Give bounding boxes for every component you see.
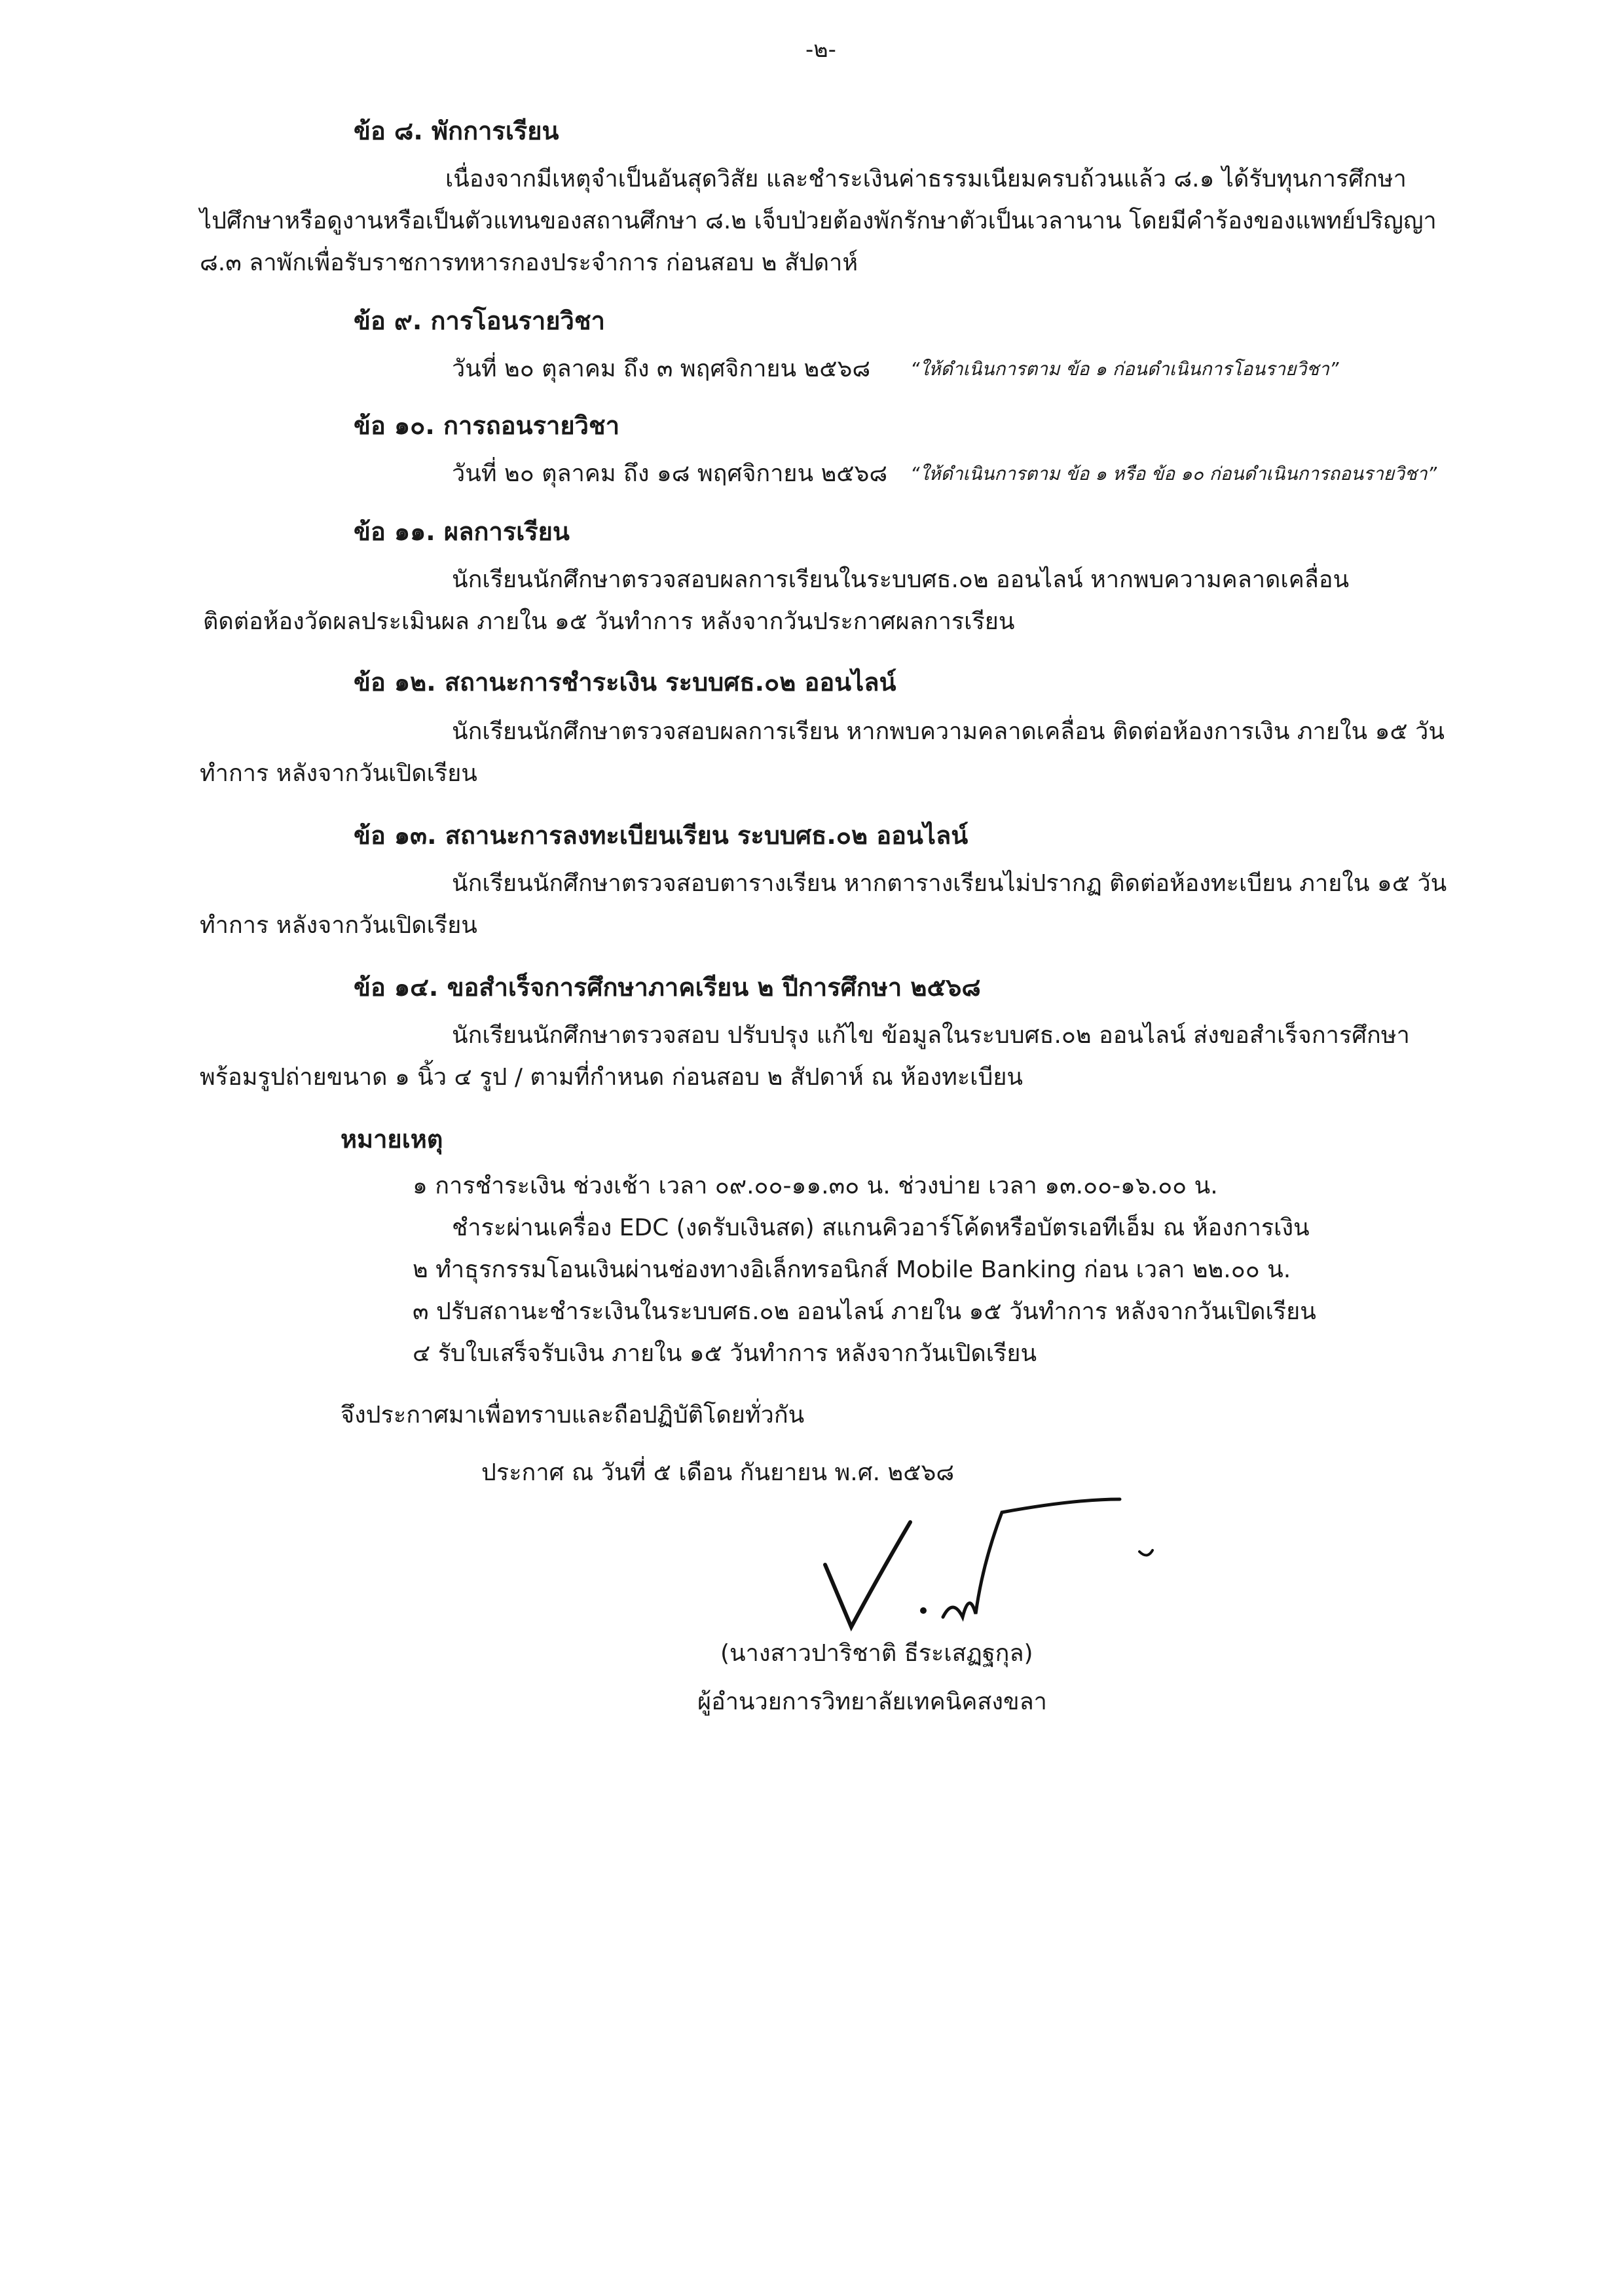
section-8-line-2: ไปศึกษาหรือดูงานหรือเป็นตัวแทนของสถานศึกษา ๘.๒ เจ็บป่วยต้องพักรักษาตัวเป็นเวลานาน โดยมีคำร้องของแพทย์ปริญญา — [200, 208, 1437, 234]
section-12-heading: ข้อ ๑๒. สถานะการชำระเงิน ระบบศธ.๐๒ ออนไลน์ — [354, 668, 896, 697]
section-11-line-2: ติดต่อห้องวัดผลประเมินผล ภายใน ๑๕ วันทำการ หลังจากวันประกาศผลการเรียน — [203, 608, 1015, 635]
signature-stroke — [1139, 1550, 1153, 1556]
signature-stroke — [825, 1522, 910, 1627]
section-10-note: “ให้ดำเนินการตาม ข้อ ๑ หรือ ข้อ ๑๐ ก่อนดำเนินการถอนรายวิชา” — [910, 463, 1437, 484]
announcement-date: ประกาศ ณ วันที่ ๕ เดือน กันยายน พ.ศ. ๒๕๖๘ — [481, 1459, 955, 1486]
section-9-heading: ข้อ ๙. การโอนรายวิชา — [354, 306, 605, 335]
section-9-note: “ให้ดำเนินการตาม ข้อ ๑ ก่อนดำเนินการโอนรายวิชา” — [910, 358, 1339, 380]
remarks-item-3: ๓ ปรับสถานะชำระเงินในระบบศธ.๐๒ ออนไลน์ ภายใน ๑๕ วันทำการ หลังจากวันเปิดเรียน — [413, 1298, 1316, 1325]
section-9-date: วันที่ ๒๐ ตุลาคม ถึง ๓ พฤศจิกายน ๒๕๖๘ — [452, 355, 871, 382]
section-12-line-2: ทำการ หลังจากวันเปิดเรียน — [200, 760, 477, 787]
page-number: -๒- — [805, 37, 836, 63]
section-11-line-1: นักเรียนนักศึกษาตรวจสอบผลการเรียนในระบบศธ.๐๒ ออนไลน์ หากพบความคลาดเคลื่อน — [452, 566, 1350, 593]
section-10-heading: ข้อ ๑๐. การถอนรายวิชา — [354, 411, 620, 440]
section-10-date: วันที่ ๒๐ ตุลาคม ถึง ๑๘ พฤศจิกายน ๒๕๖๘ — [452, 460, 888, 487]
signature-stroke — [943, 1499, 1120, 1617]
signer-title: ผู้อำนวยการวิทยาลัยเทคนิคสงขลา — [697, 1688, 1047, 1715]
section-13-heading: ข้อ ๑๓. สถานะการลงทะเบียนเรียน ระบบศธ.๐๒ ออนไลน์ — [354, 821, 969, 850]
section-14-heading: ข้อ ๑๔. ขอสำเร็จการศึกษาภาคเรียน ๒ ปีการศึกษา ๒๕๖๘ — [354, 973, 981, 1002]
remarks-item-2: ๒ ทำธุรกรรมโอนเงินผ่านช่องทางอิเล็กทรอนิกส์ Mobile Banking ก่อน เวลา ๒๒.๐๐ น. — [413, 1256, 1291, 1283]
remarks-item-4: ๔ รับใบเสร็จรับเงิน ภายใน ๑๕ วันทำการ หลังจากวันเปิดเรียน — [413, 1340, 1037, 1367]
section-13-line-1: นักเรียนนักศึกษาตรวจสอบตารางเรียน หากตารางเรียนไม่ปรากฏ ติดต่อห้องทะเบียน ภายใน ๑๕ วัน — [452, 870, 1447, 897]
remarks-item-1: ๑ การชำระเงิน ช่วงเช้า เวลา ๐๙.๐๐-๑๑.๓๐ น. ช่วงบ่าย เวลา ๑๓.๐๐-๑๖.๐๐ น. — [413, 1173, 1218, 1199]
remarks-heading: หมายเหตุ — [341, 1125, 443, 1154]
section-11-heading: ข้อ ๑๑. ผลการเรียน — [354, 517, 570, 546]
section-14-line-2: พร้อมรูปถ่ายขนาด ๑ นิ้ว ๔ รูป / ตามที่กำหนด ก่อนสอบ ๒ สัปดาห์ ณ ห้องทะเบียน — [200, 1064, 1024, 1091]
section-8-line-1: เนื่องจากมีเหตุจำเป็นอันสุดวิสัย และชำระเงินค่าธรรมเนียมครบถ้วนแล้ว ๘.๑ ได้รับทุนการศึกษา — [445, 166, 1407, 192]
section-13-line-2: ทำการ หลังจากวันเปิดเรียน — [200, 912, 477, 939]
section-8-heading: ข้อ ๘. พักการเรียน — [354, 117, 559, 145]
signer-name: (นางสาวปาริชาติ ธีระเสฏฐกุล) — [720, 1640, 1033, 1667]
section-14-line-1: นักเรียนนักศึกษาตรวจสอบ ปรับปรุง แก้ไข ข้อมูลในระบบศธ.๐๒ ออนไลน์ ส่งขอสำเร็จการศึกษา — [452, 1022, 1410, 1049]
section-12-line-1: นักเรียนนักศึกษาตรวจสอบผลการเรียน หากพบความคลาดเคลื่อน ติดต่อห้องการเงิน ภายใน ๑๕ วัน — [452, 718, 1445, 745]
signature — [812, 1486, 1179, 1643]
remarks-item-1-cont: ชำระผ่านเครื่อง EDC (งดรับเงินสด) สแกนคิวอาร์โค้ดหรือบัตรเอทีเอ็ม ณ ห้องการเงิน — [452, 1214, 1310, 1241]
signature-dot — [920, 1607, 927, 1614]
section-8-line-3: ๘.๓ ลาพักเพื่อรับราชการทหารกองประจำการ ก่อนสอบ ๒ สัปดาห์ — [200, 249, 858, 276]
closing-text: จึงประกาศมาเพื่อทราบและถือปฏิบัติโดยทั่วกัน — [341, 1402, 805, 1429]
